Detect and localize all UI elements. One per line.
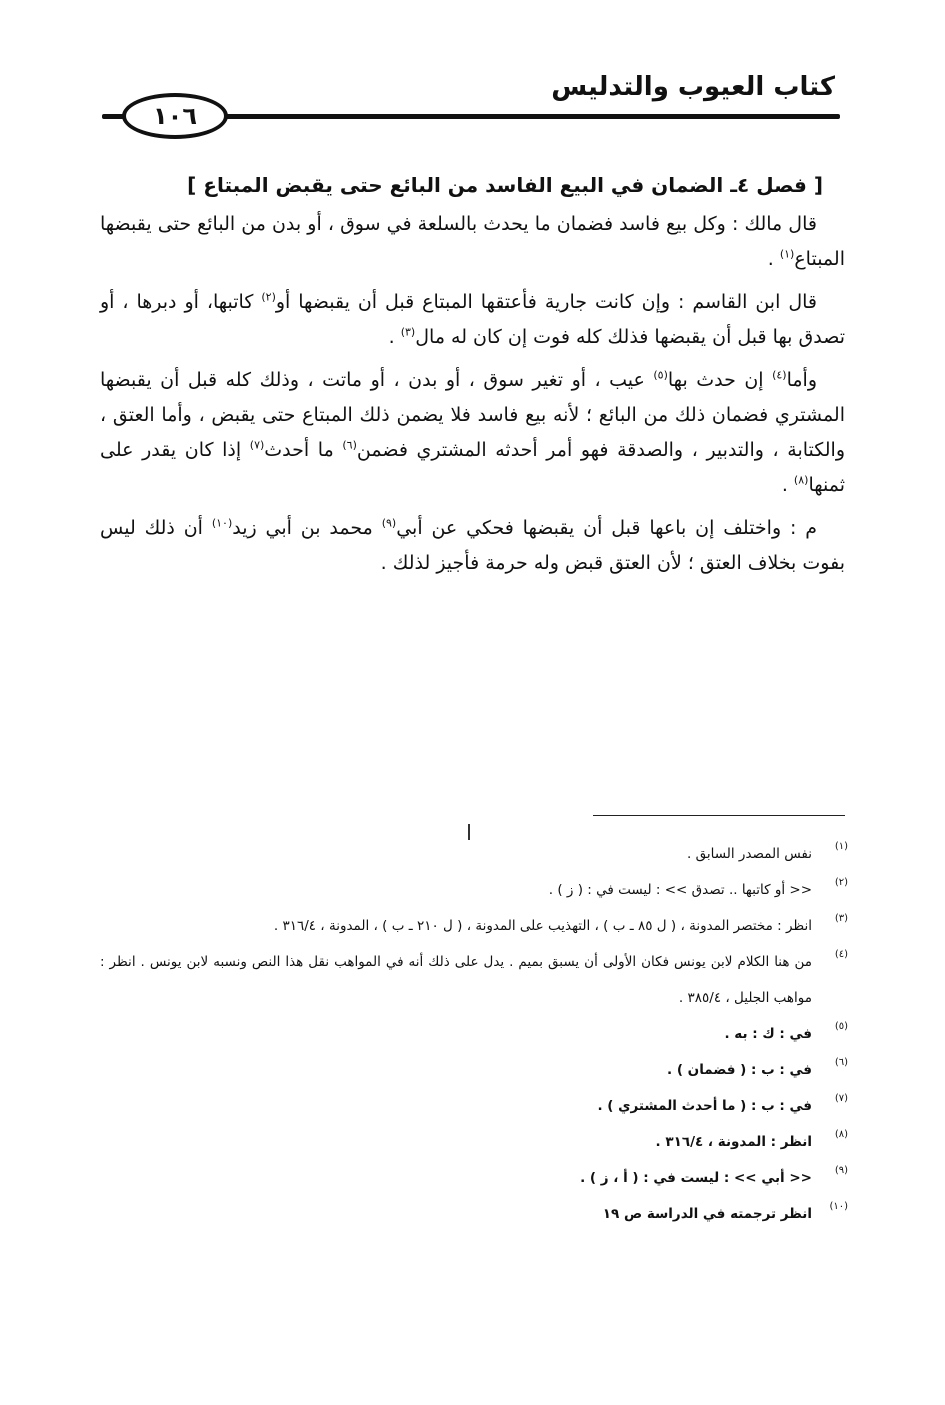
paragraph	[100, 285, 845, 355]
footnote-text: من هنا الكلام لابن يونس فكان الأولى أن يسبق بميم . يدل على ذلك أنه في المواهب نقل هذا النص ونسبه لابن يونس . انظر : مواهب الجليل ، ٣٨٥/٤ .	[100, 954, 812, 1006]
footnote-number: (١٠)	[829, 1201, 848, 1212]
chapter-heading: [ فصل ٤ـ الضمان في البيع الفاسد من البائع حتى يقبض المبتاع ]	[187, 173, 823, 197]
paragraph	[100, 363, 845, 503]
footnote-number: (٧)	[834, 1093, 848, 1104]
footnote	[100, 1196, 848, 1232]
footnote-number: (٥)	[834, 1021, 848, 1032]
footnote-text: انظر ترجمته في الدراسة ص ١٩	[602, 1206, 812, 1222]
footnote	[100, 872, 848, 908]
footnote-number: (٤)	[834, 949, 848, 960]
footnote	[100, 944, 848, 1016]
footnote-text: في : ب : ( ما أحدث المشتري ) .	[597, 1098, 812, 1114]
paragraph-text: م : واختلف إن باعها قبل أن يقبضها فحكي عن أبي	[396, 517, 818, 539]
paragraph-text: .	[781, 474, 794, 496]
paragraph-text: أن ذلك ليس بفوت بخلاف العتق ؛ لأن العتق قبض وله حرمة فأجيز لذلك .	[100, 517, 845, 574]
footnote-text: انظر : مختصر المدونة ، ( ل ٨٥ ـ ب ) ، التهذيب على المدونة ، ( ل ٢١٠ ـ ب ) ، المدونة ، ٣١٦/٤ .	[273, 918, 812, 934]
footnote-number: (٩)	[834, 1165, 848, 1176]
paragraphs	[100, 207, 845, 581]
footnote-text: في : ب : ( فضمان ) .	[666, 1062, 812, 1078]
footnote-text: << أو كاتبها .. تصدق >> : ليست في : ( ز ) .	[548, 882, 812, 898]
footnote	[100, 908, 848, 944]
footnote	[100, 836, 848, 872]
footnote-separator	[593, 815, 845, 816]
footnote-text: انظر : المدونة ، ٣١٦/٤ .	[655, 1134, 812, 1150]
footnote-ref: (١٠)	[211, 516, 233, 530]
paragraph-text: .	[388, 326, 401, 348]
footnote-ref: (١)	[779, 247, 795, 261]
running-title: كتاب العيوب والتدليس	[551, 72, 835, 102]
paragraph-text: كاتبها، أو دبرها ، أو تصدق بها قبل أن يقبضها فذلك كله فوت إن كان له مال	[100, 291, 845, 348]
footnote	[100, 1124, 848, 1160]
paragraph-text: قال مالك : وكل بيع فاسد فضمان ما يحدث بالسلعة في سوق ، أو بدن من البائع حتى يقبضها المبتاع	[100, 213, 845, 270]
paragraph-text: إذا كان يقدر على ثمنها	[100, 439, 845, 496]
page-number: ١٠٦	[122, 93, 228, 139]
paragraph-text: إن حدث بها	[667, 369, 773, 391]
footnote-number: (٢)	[834, 877, 848, 888]
paragraph-text: .	[767, 248, 780, 270]
paragraph-text: قال ابن القاسم : وإن كانت جارية فأعتقها المبتاع قبل أن يقبضها أو	[275, 291, 817, 313]
footnote	[100, 1052, 848, 1088]
footnote	[100, 1160, 848, 1196]
footnote-ref: (٦)	[342, 438, 357, 452]
footnote-text: نفس المصدر السابق .	[687, 846, 812, 862]
footnote-ref: (٨)	[793, 473, 809, 487]
footnotes	[100, 836, 848, 1232]
footnote-ref: (٩)	[381, 516, 397, 530]
footnote-text: في : ك : به .	[724, 1026, 812, 1042]
paragraph-text: محمد بن أبي زيد	[232, 517, 382, 539]
footnote-number: (٣)	[834, 913, 848, 924]
main-text	[100, 168, 845, 589]
footnote-number: (٦)	[834, 1057, 848, 1068]
footnote-ref: (٢)	[261, 290, 276, 304]
footnote	[100, 1016, 848, 1052]
footnote-ref: (٧)	[249, 438, 265, 452]
paragraph-text: عيب ، أو تغير سوق ، أو بدن ، أو ماتت ، وذلك كله قبل أن يقبضها المشتري فضمان ذلك من البائع ؛ لأنه بيع فاسد فلا يضمن ذلك المبتاع حتى يقبض ، وأما العتق ، والكتابة ، والتدبير ، والصدقة فهو أمر أحدثه المشتري فضمن	[100, 369, 845, 461]
paragraph	[100, 511, 845, 581]
footnote-number: (٨)	[834, 1129, 848, 1140]
footnote-ref: (٥)	[653, 368, 668, 382]
footnote-text: << أبي >> : ليست في : ( أ ، ز ) .	[580, 1170, 812, 1186]
footnote-ref: (٤)	[772, 368, 787, 382]
paragraph-text: وأما	[786, 369, 817, 391]
footnote	[100, 1088, 848, 1124]
footnote-ref: (٣)	[400, 325, 416, 339]
paragraph-text: ما أحدث	[264, 439, 343, 461]
footnote-number: (١)	[834, 841, 848, 852]
paragraph	[100, 207, 845, 277]
